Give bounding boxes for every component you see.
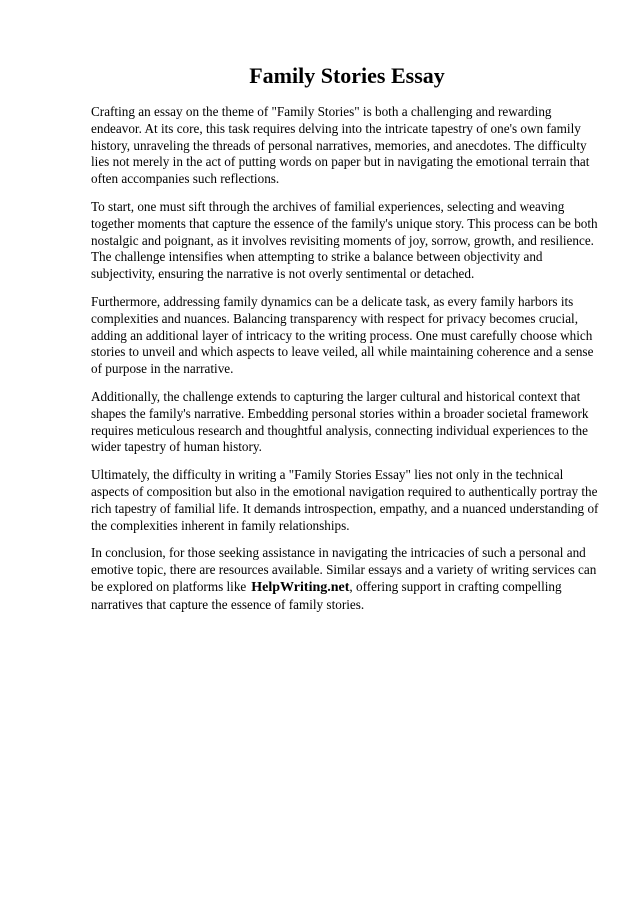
paragraph-context: Additionally, the challenge extends to capturing the larger cultural and historical context that shapes the family's narrative. Embedding personal stories within a broader societal framework requires meticulous research and thoughtful analysis, connecting individual experiences to the wider tapestry of human history. — [91, 388, 589, 455]
helpwriting-link[interactable]: HelpWriting.net — [251, 579, 350, 595]
conclusion-text-after: , offering support in crafting compelling narratives that capture the essence of family stories. — [91, 578, 562, 612]
paragraph-dynamics: Furthermore, addressing family dynamics can be a delicate task, as every family harbors its complexities and nuances. Balancing transparency with respect for privacy becomes crucial, adding an additional layer of intricacy to the writing process. One must carefully choose which stories to unveil and which aspects to leave veiled, all while maintaining coherence and a sense of purpose in the narrative. — [91, 293, 594, 377]
conclusion-text-before: In conclusion, for those seeking assistance in navigating the intricacies of such a personal and emotive topic, there are resources available. Similar essays and a variety of writing services can be explored on platforms like — [91, 545, 597, 594]
paragraph-start: To start, one must sift through the archives of familial experiences, selecting and weaving together moments that capture the essence of the family's unique story. This process can be both nostalgic and poignant, as it involves revisiting moments of joy, sorrow, growth, and resilience. The challenge intensifies when attempting to strike a balance between objectivity and subjectivity, ensuring the narrative is not overly sentimental or detached. — [91, 198, 598, 282]
document-title: Family Stories Essay — [249, 63, 445, 88]
paragraph-intro: Crafting an essay on the theme of "Family Stories" is both a challenging and rewarding endeavor. At its core, this task requires delving into the intricate tapestry of one's own family history, unraveling the threads of personal narratives, memories, and anecdotes. The difficulty lies not merely in the act of putting words on paper but in navigating the emotional terrain that often accompanies such reflections. — [91, 104, 590, 187]
document-page — [91, 62, 603, 625]
paragraph-conclusion — [91, 545, 603, 613]
paragraph-ultimately: Ultimately, the difficulty in writing a "Family Stories Essay" lies not only in the technical aspects of composition but also in the emotional navigation required to authentically portray the rich tapestry of familial life. It demands introspection, empathy, and a nuanced understanding of the complexities inherent in family relationships. — [91, 467, 599, 533]
